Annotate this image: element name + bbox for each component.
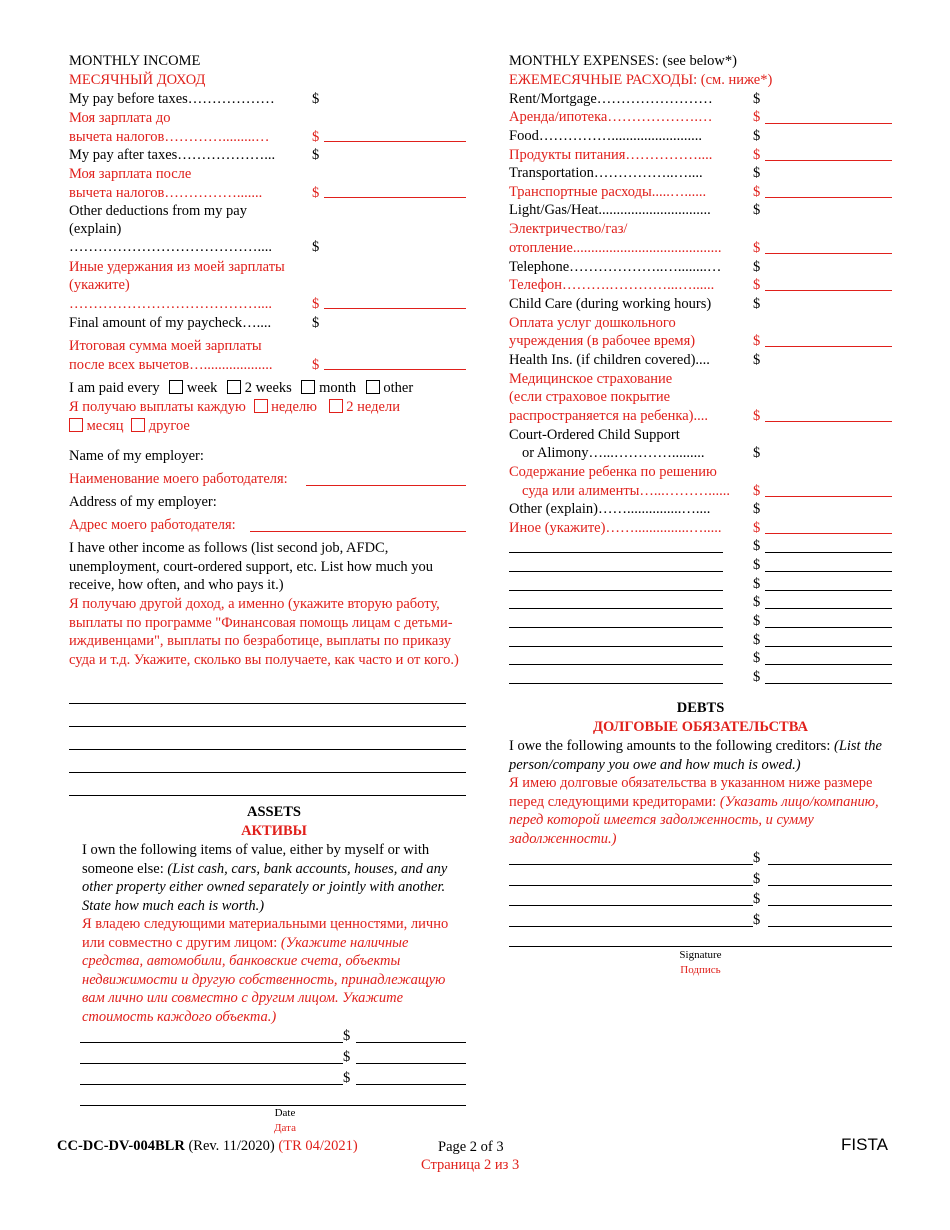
other-income-ru: Я получаю другой доход, а именно (укажите вторую работу, выплаты по программе "Финансовая помощь лицам с детьми-иждивенцами", выплаты по безработице, выплаты по приказу суда и т.д. Укажите, сколько вы получаете, как часто и от кого.) <box>69 596 459 668</box>
rent-amount-field[interactable] <box>765 123 892 124</box>
form-id-line <box>57 1137 358 1156</box>
telephone-dollar: $ <box>753 259 761 275</box>
expense-dollar-4: $ <box>753 594 761 610</box>
pay-before-ru-2: вычета налогов………….........… <box>69 129 270 145</box>
assets-title-ru: АКТИВЫ <box>241 823 307 839</box>
week-label: week <box>186 380 218 396</box>
child-care-ru-1: Оплата услуг дошкольного <box>509 315 676 331</box>
two-weeks-checkbox[interactable] <box>227 380 241 394</box>
debts-intro-en-italic: (List the person/company you owe and how much is owed.) <box>509 738 882 773</box>
other-deductions-en-1: Other deductions from my pay <box>69 203 247 219</box>
child-support-en-2: or Alimony…...…………......... <box>522 445 705 461</box>
transport-ru-dollar: $ <box>753 184 761 200</box>
expense-amount-5[interactable] <box>765 627 892 628</box>
debt-dollar-4: $ <box>753 912 761 928</box>
pay-after-amount-field[interactable] <box>324 197 466 198</box>
date-label: Date <box>274 1107 296 1119</box>
telephone-amount-field[interactable] <box>765 290 892 291</box>
other-label: other <box>383 380 414 396</box>
debts-title-en: DEBTS <box>676 700 725 716</box>
rent-ru-dollar: $ <box>753 109 761 125</box>
health-ins-dollar: $ <box>753 352 761 368</box>
month-label: month <box>319 380 357 396</box>
debt-creditor-line-4[interactable] <box>509 926 753 927</box>
asset-dollar-2: $ <box>343 1049 351 1065</box>
child-support-ru-dollar: $ <box>753 483 761 499</box>
pay-after-ru-1: Моя зарплата после <box>69 166 192 182</box>
expense-line-2[interactable] <box>509 571 723 572</box>
debt-creditor-line-3[interactable] <box>509 905 753 906</box>
date-ru-label: Дата <box>274 1122 296 1134</box>
transport-amount-field[interactable] <box>765 197 892 198</box>
asset-amount-line-1[interactable] <box>356 1042 466 1043</box>
paid-every-ru-label: Я получаю выплаты каждую <box>69 399 246 415</box>
other-income-line-2[interactable] <box>69 726 466 727</box>
light-gas-ru-2: отопление......................................... <box>509 240 722 256</box>
employer-address-label: Address of my employer: <box>69 494 217 510</box>
debt-creditor-line-2[interactable] <box>509 885 753 886</box>
form-revision: (Rev. 11/2020) <box>188 1138 275 1154</box>
debts-intro-ru-italic: (Указать лицо/компанию, перед которой имеется задолженность, и сумму задолженности.) <box>509 793 879 847</box>
pay-before-dollar: $ <box>312 91 320 107</box>
assets-intro-en <box>82 841 468 915</box>
assets-intro-en-italic: (List cash, cars, bank accounts, houses, and any other property either owned separately or jointly with another. State how much each is worth.) <box>82 860 448 914</box>
asset-item-line-2[interactable] <box>80 1063 343 1064</box>
food-amount-field[interactable] <box>765 160 892 161</box>
final-paycheck-dollar: $ <box>312 315 320 331</box>
final-paycheck-ru-2: после всех вычетов…................... <box>69 357 273 373</box>
rent-ru-label: Аренда/ипотека……………….… <box>509 109 713 125</box>
other-expense-dollar: $ <box>753 501 761 517</box>
asset-amount-line-3[interactable] <box>356 1084 466 1085</box>
other-ru-checkbox[interactable] <box>131 418 145 432</box>
signature-ru-label: Подпись <box>680 964 721 976</box>
other-deductions-en-3: ………………………………….... <box>69 239 272 255</box>
expenses-header-en: MONTHLY EXPENSES: (see below*) <box>509 53 737 69</box>
other-income-en: I have other income as follows (list second job, AFDC, unemployment, court-ordered support, etc. List how much you receive, how often, and who pays it.) <box>69 540 434 594</box>
expense-line-6[interactable] <box>509 646 723 647</box>
income-header-en: MONTHLY INCOME <box>69 53 201 69</box>
week-checkbox[interactable] <box>169 380 183 394</box>
asset-item-line-3[interactable] <box>80 1084 343 1085</box>
form-id: CC-DC-DV-004BLR <box>57 1138 185 1154</box>
health-ins-amount-field[interactable] <box>765 421 892 422</box>
child-support-amount-field[interactable] <box>765 496 892 497</box>
health-ins-ru-2: (если страховое покрытие <box>509 389 671 405</box>
other-income-line-1[interactable] <box>69 703 466 704</box>
pay-after-ru-dollar: $ <box>312 185 320 201</box>
other-deductions-ru-dollar: $ <box>312 296 320 312</box>
transport-dollar: $ <box>753 165 761 181</box>
rent-dollar: $ <box>753 91 761 107</box>
expense-amount-8[interactable] <box>765 683 892 684</box>
food-dollar: $ <box>753 128 761 144</box>
page-number-ru: Страница 2 из 3 <box>421 1157 520 1173</box>
food-ru-dollar: $ <box>753 147 761 163</box>
debts-intro-en <box>509 737 894 774</box>
expense-amount-7[interactable] <box>765 664 892 665</box>
other-checkbox[interactable] <box>366 380 380 394</box>
rent-label: Rent/Mortgage…………………… <box>509 91 713 107</box>
other-deductions-ru-3: ………………………………….... <box>69 296 272 312</box>
two-weeks-label: 2 weeks <box>244 380 292 396</box>
assets-intro-en-text: I own the following items of value, either by myself or with someone else: <box>82 842 430 877</box>
telephone-ru-label: Телефон……….…………...…...... <box>509 277 715 293</box>
other-deductions-ru-1: Иные удержания из моей зарплаты <box>69 259 285 275</box>
other-expense-amount-field[interactable] <box>765 533 892 534</box>
asset-amount-line-2[interactable] <box>356 1063 466 1064</box>
employer-name-ru-label: Наименование моего работодателя: <box>69 471 288 487</box>
other-income-line-3[interactable] <box>69 749 466 750</box>
two-weeks-ru-label: 2 недели <box>346 399 400 415</box>
paid-every-ru-row <box>69 398 400 417</box>
health-ins-ru-3: распространяется на ребенка).... <box>509 408 708 424</box>
month-ru-checkbox[interactable] <box>69 418 83 432</box>
other-income-line-5[interactable] <box>69 795 466 796</box>
food-label: Food……………......................... <box>509 128 702 144</box>
light-gas-ru-dollar: $ <box>753 240 761 256</box>
child-care-amount-field[interactable] <box>765 346 892 347</box>
asset-dollar-1: $ <box>343 1028 351 1044</box>
child-support-ru-2: суда или алименты…...………...... <box>522 483 731 499</box>
translation-revision: (TR 04/2021) <box>278 1138 358 1154</box>
child-support-ru-1: Содержание ребенка по решению <box>509 464 717 480</box>
two-weeks-ru-checkbox[interactable] <box>329 399 343 413</box>
debt-amount-line-3[interactable] <box>768 905 892 906</box>
health-ins-ru-dollar: $ <box>753 408 761 424</box>
other-expense-ru-label: Иное (укажите)……...............…..... <box>509 520 722 536</box>
health-ins-ru-1: Медицинское страхование <box>509 371 673 387</box>
expense-line-7[interactable] <box>509 664 723 665</box>
other-expense-label: Other (explain)……...............….... <box>509 501 711 517</box>
debt-dollar-3: $ <box>753 891 761 907</box>
other-deductions-amount-field[interactable] <box>324 308 466 309</box>
expense-line-8[interactable] <box>509 683 723 684</box>
other-deductions-ru-2: (укажите) <box>69 277 130 293</box>
week-ru-checkbox[interactable] <box>254 399 268 413</box>
expense-dollar-7: $ <box>753 650 761 666</box>
debts-title-ru: ДОЛГОВЫЕ ОБЯЗАТЕЛЬСТВА <box>593 719 808 735</box>
debt-dollar-1: $ <box>753 850 761 866</box>
other-deductions-en-2: (explain) <box>69 221 122 237</box>
paid-every-label: I am paid every <box>69 380 160 396</box>
pay-after-ru-2: вычета налогов……………....... <box>69 185 263 201</box>
expense-dollar-8: $ <box>753 669 761 685</box>
page-number-en: Page 2 of 3 <box>438 1139 504 1155</box>
food-ru-label: Продукты питания…………….... <box>509 147 713 163</box>
light-gas-ru-1: Электричество/газ/ <box>509 221 628 237</box>
assets-intro-ru-italic: (Укажите наличные средства, автомобили, банковские счета, объекты недвижимости и другую собственность, принадлежащую вам лично или совместно с другим лицом. Укажите стоимость каждого объекта.) <box>82 934 446 1025</box>
employer-name-label: Name of my employer: <box>69 448 204 464</box>
telephone-label: Telephone………………..…........… <box>509 259 722 275</box>
paid-every-ru-row-2 <box>69 417 190 436</box>
pay-before-taxes-label: My pay before taxes……………… <box>69 91 275 107</box>
debts-intro-ru-text: Я имею долговые обязательства в указанном ниже размере перед следующими кредиторами: <box>509 775 873 810</box>
expenses-header-ru: ЕЖЕМЕСЯЧНЫЕ РАСХОДЫ: (см. ниже*) <box>509 72 773 88</box>
light-gas-amount-field[interactable] <box>765 253 892 254</box>
expense-amount-4[interactable] <box>765 608 892 609</box>
expense-dollar-2: $ <box>753 557 761 573</box>
light-gas-dollar: $ <box>753 202 761 218</box>
expense-line-1[interactable] <box>509 552 723 553</box>
assets-intro-ru-text: Я владею следующими материальными ценностями, лично или совместно с другим лицом: <box>82 916 449 951</box>
expense-amount-6[interactable] <box>765 646 892 647</box>
expense-line-4[interactable] <box>509 608 723 609</box>
final-paycheck-ru-1: Итоговая сумма моей зарплаты <box>69 338 262 354</box>
other-deductions-dollar: $ <box>312 239 320 255</box>
debt-dollar-2: $ <box>753 871 761 887</box>
assets-title-en: ASSETS <box>246 804 301 820</box>
debt-amount-line-2[interactable] <box>768 885 892 886</box>
month-checkbox[interactable] <box>301 380 315 394</box>
paid-every-row <box>69 379 413 398</box>
child-care-ru-2: учреждения (в рабочее время) <box>509 333 696 349</box>
employer-address-field[interactable] <box>250 531 466 532</box>
income-header-ru: МЕСЯЧНЫЙ ДОХОД <box>69 72 206 88</box>
final-paycheck-amount-field[interactable] <box>324 369 466 370</box>
other-income-line-4[interactable] <box>69 772 466 773</box>
child-support-en-1: Court-Ordered Child Support <box>509 427 680 443</box>
pay-before-ru-dollar: $ <box>312 129 320 145</box>
signature-label: Signature <box>679 949 722 961</box>
debt-creditor-line-1[interactable] <box>509 864 753 865</box>
pay-after-taxes-label: My pay after taxes………………... <box>69 147 276 163</box>
month-ru-label: месяц <box>86 418 124 434</box>
signature-line[interactable] <box>509 946 892 947</box>
employer-address-ru-label: Адрес моего работодателя: <box>69 517 236 533</box>
asset-item-line-1[interactable] <box>80 1042 343 1043</box>
expense-dollar-1: $ <box>753 538 761 554</box>
final-paycheck-label: Final amount of my paycheck….... <box>69 315 272 331</box>
expense-dollar-5: $ <box>753 613 761 629</box>
expense-amount-2[interactable] <box>765 571 892 572</box>
expense-amount-3[interactable] <box>765 590 892 591</box>
assets-intro-ru <box>82 915 468 1027</box>
pay-after-dollar: $ <box>312 147 320 163</box>
telephone-ru-dollar: $ <box>753 277 761 293</box>
week-ru-label: неделю <box>271 399 318 415</box>
health-ins-label: Health Ins. (if children covered).... <box>509 352 710 368</box>
final-paycheck-ru-dollar: $ <box>312 357 320 373</box>
debts-intro-en-text: I owe the following amounts to the following creditors: <box>509 738 831 754</box>
pay-before-amount-field[interactable] <box>324 141 466 142</box>
debts-intro-ru <box>509 774 894 848</box>
debt-amount-line-1[interactable] <box>768 864 892 865</box>
debt-amount-line-4[interactable] <box>768 926 892 927</box>
expense-line-5[interactable] <box>509 627 723 628</box>
asset-dollar-3: $ <box>343 1070 351 1086</box>
transport-ru-label: Транспортные расходы.....…...... <box>509 184 707 200</box>
expense-amount-1[interactable] <box>765 552 892 553</box>
pay-before-ru-1: Моя зарплата до <box>69 110 171 126</box>
other-expense-ru-dollar: $ <box>753 520 761 536</box>
employer-name-field[interactable] <box>306 485 466 486</box>
expense-dollar-6: $ <box>753 632 761 648</box>
expense-dollar-3: $ <box>753 576 761 592</box>
fista-label: FISTA <box>841 1135 888 1154</box>
child-care-label: Child Care (during working hours) <box>509 296 712 312</box>
light-gas-label: Light/Gas/Heat............................... <box>509 202 711 218</box>
expense-line-3[interactable] <box>509 590 723 591</box>
transport-label: Transportation……………..….... <box>509 165 703 181</box>
child-care-dollar: $ <box>753 296 761 312</box>
child-care-ru-dollar: $ <box>753 333 761 349</box>
child-support-dollar: $ <box>753 445 761 461</box>
other-ru-label: другое <box>148 418 190 434</box>
